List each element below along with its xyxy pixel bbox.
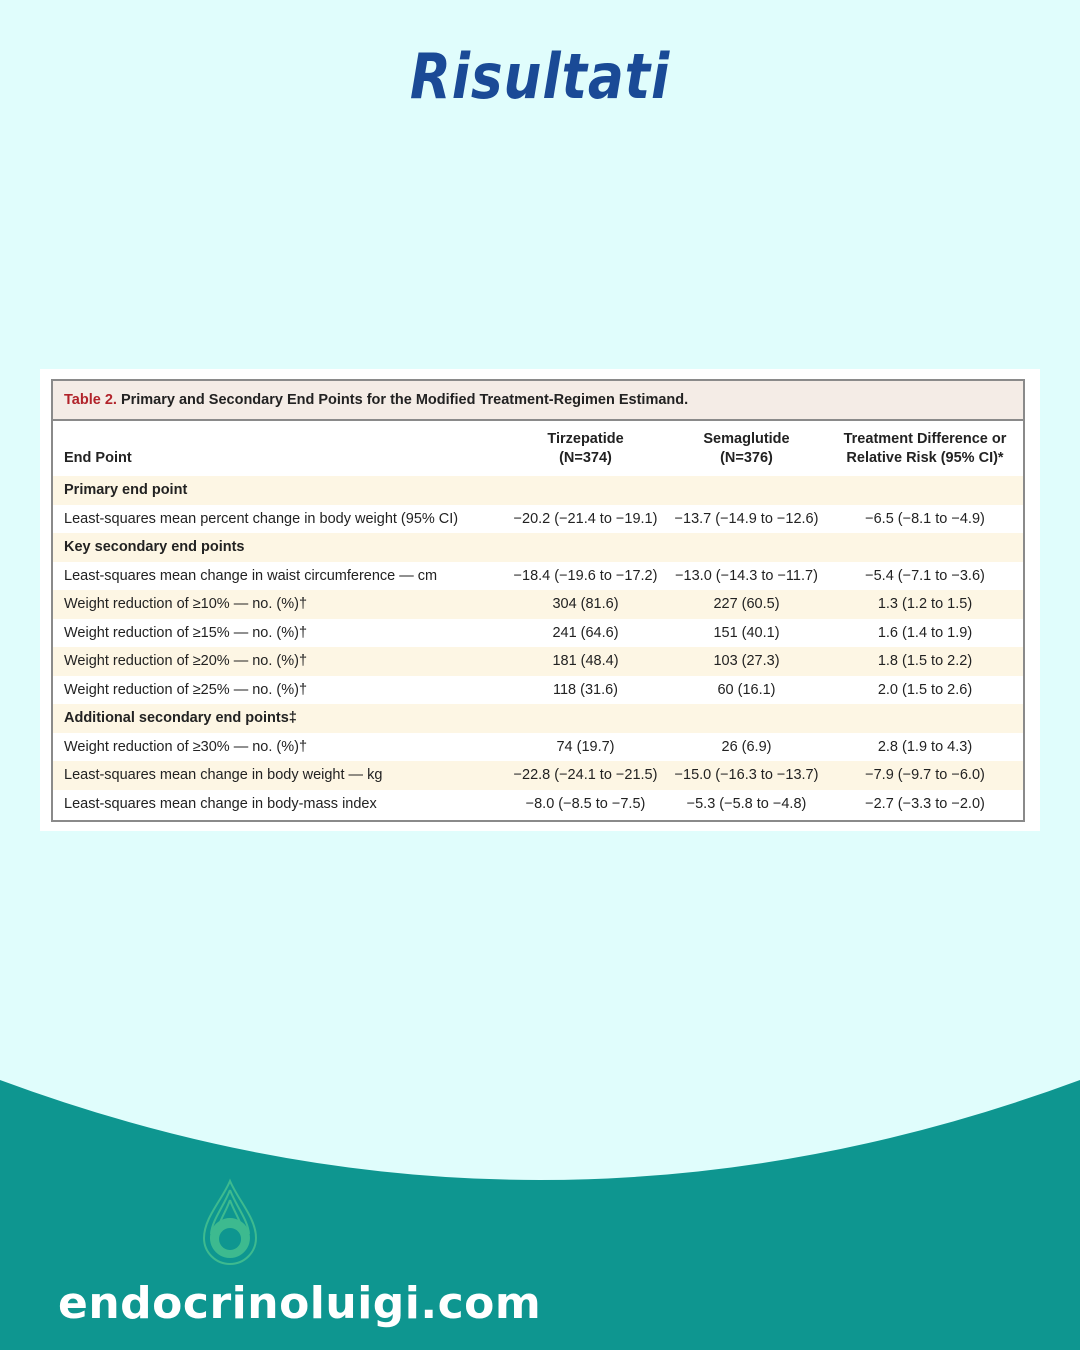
row-label: Least-squares mean change in body-mass index — [64, 795, 377, 812]
cell-difference: −5.4 (−7.1 to −3.6) — [865, 567, 985, 584]
cell-difference — [827, 533, 1023, 562]
cell-semaglutide — [666, 704, 827, 733]
cell-tirzepatide: 181 (48.4) — [505, 647, 666, 676]
header-difference-line2: Relative Risk (95% CI)* — [846, 450, 1004, 466]
cell-difference: 2.8 (1.9 to 4.3) — [877, 738, 973, 755]
cell-tirzepatide — [505, 533, 666, 562]
table-row — [53, 619, 1023, 648]
row-label: Additional secondary end points‡ — [53, 704, 505, 733]
row-label: Least-squares mean percent change in body weight (95% CI) — [64, 510, 459, 527]
cell-difference — [827, 704, 1023, 733]
row-label: Least-squares mean change in waist circumference — cm — [64, 567, 438, 584]
cell-tirzepatide: 304 (81.6) — [505, 590, 666, 619]
table-row — [53, 562, 1023, 591]
cell-semaglutide: 26 (6.9) — [721, 738, 772, 755]
table-row — [53, 676, 1023, 705]
cell-semaglutide: −13.0 (−14.3 to −11.7) — [675, 567, 818, 584]
cell-tirzepatide: −8.0 (−8.5 to −7.5) — [525, 795, 646, 812]
table-row-section — [53, 476, 1023, 505]
results-table — [53, 421, 1023, 818]
table-row — [53, 505, 1023, 534]
table-number: Table 2. — [64, 392, 117, 408]
header-semaglutide-n: (N=376) — [720, 450, 773, 466]
table-caption — [53, 381, 1023, 421]
header-end-point: End Point — [64, 450, 132, 466]
cell-difference: 2.0 (1.5 to 2.6) — [877, 681, 973, 698]
cell-difference: 1.3 (1.2 to 1.5) — [827, 590, 1023, 619]
cell-semaglutide: 151 (40.1) — [713, 624, 780, 641]
row-label: Weight reduction of ≥25% — no. (%)† — [64, 681, 308, 698]
cell-semaglutide — [666, 476, 827, 505]
cell-semaglutide: −13.7 (−14.9 to −12.6) — [674, 510, 819, 527]
cell-semaglutide: 103 (27.3) — [666, 647, 827, 676]
drop-logo-icon — [198, 1178, 262, 1268]
cell-difference — [827, 476, 1023, 505]
row-label: Key secondary end points — [53, 533, 505, 562]
cell-tirzepatide — [505, 704, 666, 733]
drop-ring — [210, 1218, 250, 1258]
row-label: Weight reduction of ≥20% — no. (%)† — [53, 647, 505, 676]
row-label: Weight reduction of ≥15% — no. (%)† — [64, 624, 308, 641]
header-tirzepatide-name: Tirzepatide — [547, 431, 624, 447]
website-label: endocrinoluigi.com — [58, 1278, 542, 1329]
cell-difference: 1.8 (1.5 to 2.2) — [827, 647, 1023, 676]
cell-semaglutide: 60 (16.1) — [717, 681, 776, 698]
table-row — [53, 733, 1023, 762]
cell-semaglutide: −15.0 (−16.3 to −13.7) — [666, 761, 827, 790]
table-header-row — [53, 421, 1023, 476]
row-label: Least-squares mean change in body weight — kg — [53, 761, 505, 790]
cell-difference: −6.5 (−8.1 to −4.9) — [865, 510, 985, 527]
cell-difference: 1.6 (1.4 to 1.9) — [877, 624, 973, 641]
cell-semaglutide: −5.3 (−5.8 to −4.8) — [686, 795, 807, 812]
results-table-card — [40, 369, 1040, 831]
header-difference-line1: Treatment Difference or — [843, 431, 1007, 447]
header-semaglutide — [666, 421, 827, 476]
cell-difference: −7.9 (−9.7 to −6.0) — [827, 761, 1023, 790]
table-row — [53, 790, 1023, 819]
cell-tirzepatide: −22.8 (−24.1 to −21.5) — [505, 761, 666, 790]
cell-tirzepatide: 74 (19.7) — [556, 738, 615, 755]
table-row-section — [53, 704, 1023, 733]
header-semaglutide-name: Semaglutide — [703, 431, 790, 447]
cell-tirzepatide: −18.4 (−19.6 to −17.2) — [513, 567, 658, 584]
header-tirzepatide — [505, 421, 666, 476]
cell-tirzepatide: 241 (64.6) — [552, 624, 619, 641]
table-row — [53, 761, 1023, 790]
cell-tirzepatide — [505, 476, 666, 505]
cell-semaglutide — [666, 533, 827, 562]
row-label: Weight reduction of ≥10% — no. (%)† — [53, 590, 505, 619]
results-table-frame — [51, 379, 1025, 822]
cell-tirzepatide: 118 (31.6) — [552, 681, 619, 698]
header-tirzepatide-n: (N=374) — [559, 450, 612, 466]
row-label: Weight reduction of ≥30% — no. (%)† — [64, 738, 308, 755]
header-difference — [827, 421, 1023, 476]
cell-tirzepatide: −20.2 (−21.4 to −19.1) — [513, 510, 658, 527]
table-row — [53, 590, 1023, 619]
cell-semaglutide: 227 (60.5) — [666, 590, 827, 619]
table-row-section — [53, 533, 1023, 562]
table-row — [53, 647, 1023, 676]
table-caption-text: Primary and Secondary End Points for the Modified Treatment-Regimen Estimand. — [116, 392, 689, 408]
page-title: Risultati — [409, 40, 671, 113]
row-label: Primary end point — [53, 476, 505, 505]
cell-difference: −2.7 (−3.3 to −2.0) — [865, 795, 985, 812]
